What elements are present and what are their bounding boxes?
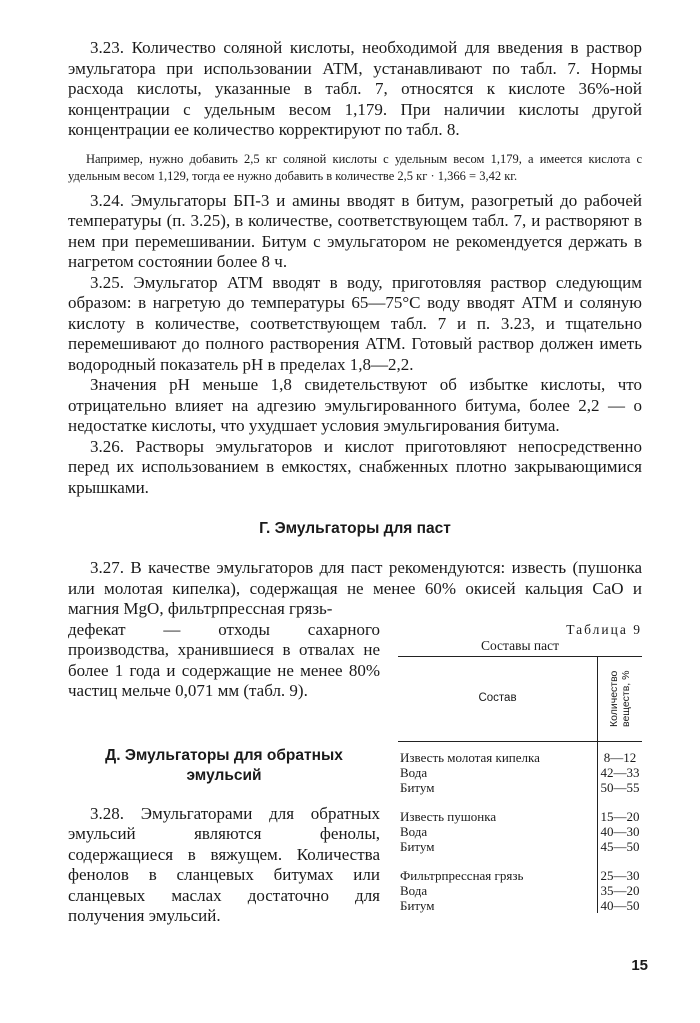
- table-caption: Таблица 9: [566, 621, 642, 637]
- left-column: [68, 620, 380, 927]
- paragraph-3-28: 3.28. Эмульгаторами для обратных эмульсий являются фенолы, содержащиеся в вяжущем. Количества фенолов в сланцевых битумах или сланцевых маслах достаточно для получения эмульсий.: [68, 803, 380, 925]
- column-header-quantity: Количество веществ, %: [608, 670, 632, 727]
- example-note: Например, нужно добавить 2,5 кг соляной кислоты с удельным весом 1,179, а имеется кислота с удельным весом 1,129, тогда ее нужно добавить в количестве 2,5 кг · 1,366 = 3,42 кг.: [68, 151, 642, 183]
- section-title-g: Г. Эмульгаторы для паст: [259, 520, 451, 537]
- paragraph-3-27-cont: дефекат — отходы сахарного производства, хранившиеся в отвалах не более 1 года и содержащие не менее 80% частиц мельче 0,071 мм (табл. 9).: [68, 619, 380, 700]
- paragraph-3-24: 3.24. Эмульгаторы БП-3 и амины вводят в битум, разогретый до рабочей температуры (п. 3.25), в количестве, соответствующем табл. 7, и растворяют в нем при перемешивании. Битум с эмульгатором не рекомендуется держать в нагретом состоянии более 8 ч.: [68, 190, 642, 271]
- table-title: Составы паст: [480, 637, 560, 653]
- paragraph-3-25-ph: Значения pH меньше 1,8 свидетельствуют об избытке кислоты, что отрицательно влияет на адгезию эмульгированного битума, более 2,2 — о недостатке кислоты, что ухудшает условия эмульгирования битума.: [68, 375, 642, 435]
- column-header-composition: Состав: [398, 656, 598, 741]
- two-column-area: [68, 620, 642, 980]
- section-title-d: Д. Эмульгаторы для обратных эмульсий: [105, 746, 343, 784]
- table-row: Вода 42—33: [398, 765, 642, 780]
- table-row: Вода 40—30: [398, 824, 642, 839]
- paragraph-3-25: 3.25. Эмульгатор АТМ вводят в воду, приготовляя раствор следующим образом: в нагретую до температуры 65—75°С воду вводят АТМ и соляную кислоту в количестве, соответствующем табл. 7 и п. 3.23, и тщательно перемешивают до полного растворения АТМ. Готовый раствор должен иметь водородный показатель pH в пределах 1,8—2,2.: [68, 272, 642, 374]
- page-body: [68, 38, 642, 980]
- table-row: Битум 40—50: [398, 898, 642, 913]
- table-row: Битум 45—50: [398, 839, 642, 854]
- table-9: [398, 656, 642, 913]
- table-row: Известь молотая кипелка 8—12: [398, 750, 642, 765]
- paragraph-3-23: 3.23. Количество соляной кислоты, необходимой для введения в раствор эмульгатора при использовании АТМ, устанавливают по табл. 7. Нормы расхода кислоты, указанные в табл. 7, относятся к кислоте 36%-ной концентрации с удельным весом 1,179. При наличии кислоты другой концентрации ее количество корректируют по табл. 8.: [68, 38, 642, 139]
- table-row: Известь пушонка 15—20: [398, 809, 642, 824]
- table-row: Битум 50—55: [398, 780, 642, 795]
- table-9-block: [398, 622, 642, 913]
- page-number: 15: [631, 957, 648, 974]
- paragraph-3-27: 3.27. В качестве эмульгаторов для паст рекомендуются: известь (пушонка или молотая кипелка), содержащая не менее 60% окисей кальция CaO и магния MgO, фильтрпрессная грязь-: [68, 558, 642, 618]
- table-row: Вода 35—20: [398, 883, 642, 898]
- table-row: Фильтрпрессная грязь 25—30: [398, 868, 642, 883]
- paragraph-3-26: 3.26. Растворы эмульгаторов и кислот приготовляют непосредственно перед их использованием в емкостях, снабженных плотно закрывающимися крышками.: [68, 436, 642, 497]
